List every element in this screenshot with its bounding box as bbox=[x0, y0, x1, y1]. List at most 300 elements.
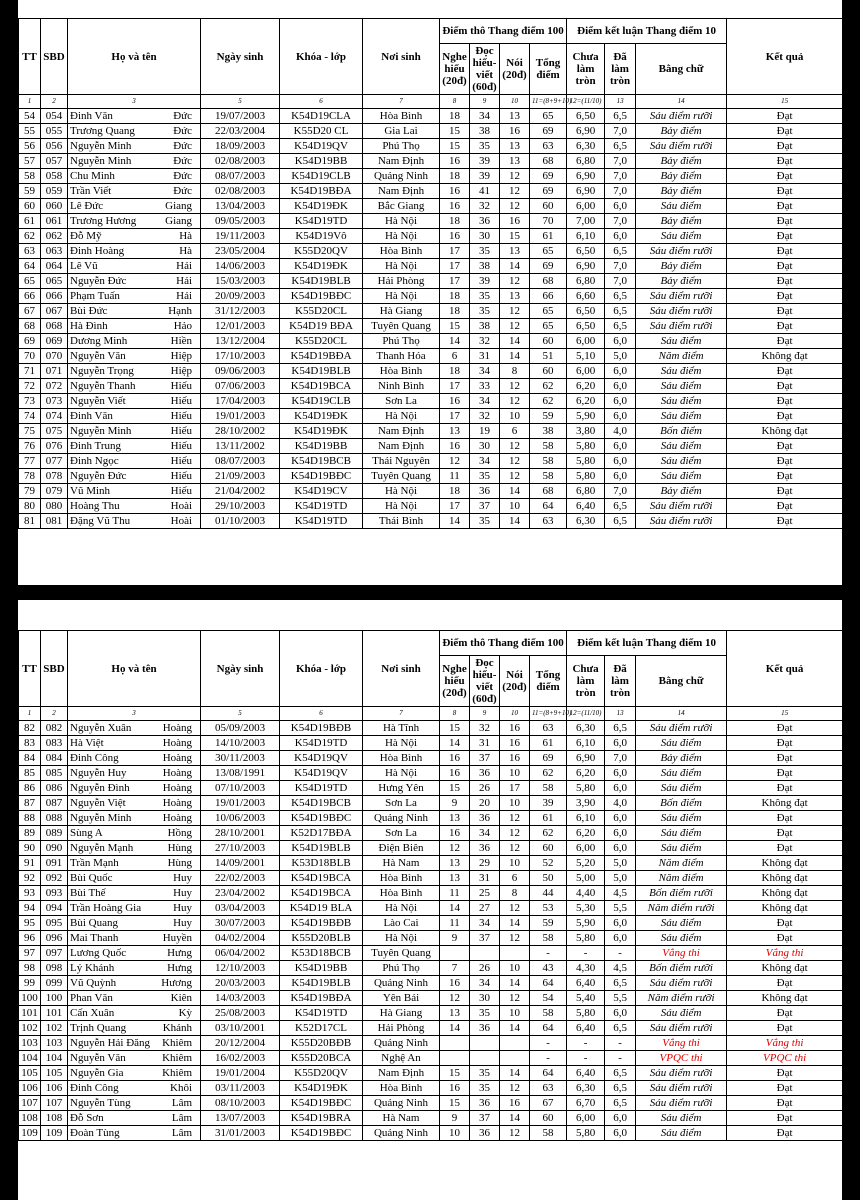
cell-dob: 01/10/2003 bbox=[201, 514, 280, 529]
cell-res: Không đạt bbox=[727, 961, 843, 976]
cell-tt: 79 bbox=[19, 484, 41, 499]
colnum: 14 bbox=[636, 707, 727, 721]
cell-given-name: Hải bbox=[176, 260, 193, 272]
cell-listening: 18 bbox=[440, 109, 470, 124]
cell-family-name: Nguyễn Văn bbox=[70, 1052, 126, 1064]
cell-total: 43 bbox=[530, 961, 567, 976]
cell-sbd: 063 bbox=[41, 244, 68, 259]
cell-rounded: 6,0 bbox=[605, 766, 636, 781]
cell-sbd: 108 bbox=[41, 1111, 68, 1126]
cell-dob: 28/10/2001 bbox=[201, 826, 280, 841]
cell-birthplace: Hà Nội bbox=[363, 736, 440, 751]
cell-fullname bbox=[68, 1006, 201, 1021]
cell-unrounded: 4,30 bbox=[567, 961, 605, 976]
cell-family-name: Hoàng Thu bbox=[70, 500, 120, 512]
cell-rounded: 5,5 bbox=[605, 991, 636, 1006]
table-header bbox=[19, 631, 843, 721]
cell-tt: 93 bbox=[19, 886, 41, 901]
cell-birthplace: Yên Bái bbox=[363, 991, 440, 1006]
cell-res: Vắng thi bbox=[727, 1036, 843, 1051]
cell-birthplace: Quảng Ninh bbox=[363, 811, 440, 826]
cell-rounded: 6,0 bbox=[605, 916, 636, 931]
col-group-conclusion: Điểm kết luận Thang điểm 10 bbox=[567, 631, 727, 656]
cell-dob: 20/03/2003 bbox=[201, 976, 280, 991]
colnum: 9 bbox=[470, 707, 500, 721]
cell-res: Đạt bbox=[727, 721, 843, 736]
cell-speaking: 6 bbox=[500, 871, 530, 886]
cell-reading bbox=[470, 946, 500, 961]
cell-class: K54D19BCA bbox=[280, 379, 363, 394]
cell-res: Đạt bbox=[727, 1111, 843, 1126]
table-row bbox=[19, 439, 843, 454]
cell-unrounded: 5,10 bbox=[567, 349, 605, 364]
cell-birthplace: Sơn La bbox=[363, 394, 440, 409]
cell-fullname bbox=[68, 1111, 201, 1126]
cell-res: Đạt bbox=[727, 244, 843, 259]
cell-total: 62 bbox=[530, 394, 567, 409]
col-total: Tổng điểm bbox=[530, 44, 567, 95]
cell-tt: 72 bbox=[19, 379, 41, 394]
cell-reading: 32 bbox=[470, 721, 500, 736]
cell-res: Đạt bbox=[727, 499, 843, 514]
cell-reading: 36 bbox=[470, 1126, 500, 1141]
cell-given-name: Hoài bbox=[170, 515, 193, 527]
cell-class: K54D19BĐC bbox=[280, 811, 363, 826]
cell-rounded: 6,0 bbox=[605, 379, 636, 394]
cell-family-name: Nguyễn Đình bbox=[70, 782, 130, 794]
cell-fullname bbox=[68, 1036, 201, 1051]
cell-speaking: 13 bbox=[500, 289, 530, 304]
cell-family-name: Lê Vũ bbox=[70, 260, 98, 272]
cell-total: 58 bbox=[530, 1126, 567, 1141]
table-row bbox=[19, 751, 843, 766]
cell-birthplace: Điện Biên bbox=[363, 841, 440, 856]
cell-unrounded: 5,90 bbox=[567, 916, 605, 931]
cell-total: 68 bbox=[530, 154, 567, 169]
cell-dob: 10/06/2003 bbox=[201, 811, 280, 826]
cell-family-name: Hà Đình bbox=[70, 320, 108, 332]
cell-sbd: 091 bbox=[41, 856, 68, 871]
cell-family-name: Đinh Văn bbox=[70, 110, 113, 122]
cell-words: Sáu điểm bbox=[636, 439, 727, 454]
cell-dob: 13/07/2003 bbox=[201, 1111, 280, 1126]
cell-dob: 14/06/2003 bbox=[201, 259, 280, 274]
cell-speaking: 13 bbox=[500, 244, 530, 259]
cell-listening: 13 bbox=[440, 856, 470, 871]
cell-class: K54D19QV bbox=[280, 751, 363, 766]
col-unrounded: Chưa làm tròn bbox=[567, 44, 605, 95]
cell-unrounded: 5,80 bbox=[567, 1126, 605, 1141]
cell-fullname bbox=[68, 169, 201, 184]
cell-unrounded: 6,00 bbox=[567, 841, 605, 856]
cell-birthplace: Hòa Bình bbox=[363, 886, 440, 901]
cell-speaking bbox=[500, 1036, 530, 1051]
col-dob: Ngày sinh bbox=[201, 19, 280, 95]
cell-words: Sáu điểm bbox=[636, 736, 727, 751]
cell-fullname bbox=[68, 139, 201, 154]
cell-total: 50 bbox=[530, 871, 567, 886]
cell-sbd: 106 bbox=[41, 1081, 68, 1096]
cell-given-name: Đức bbox=[173, 140, 193, 152]
cell-dob: 08/10/2003 bbox=[201, 1096, 280, 1111]
colnum: 5 bbox=[201, 95, 280, 109]
cell-sbd: 107 bbox=[41, 1096, 68, 1111]
table-body bbox=[19, 721, 843, 1141]
cell-reading: 30 bbox=[470, 229, 500, 244]
cell-total: 60 bbox=[530, 1111, 567, 1126]
cell-class: K54D19BCB bbox=[280, 454, 363, 469]
cell-tt: 57 bbox=[19, 154, 41, 169]
cell-rounded: 4,5 bbox=[605, 961, 636, 976]
cell-listening: 13 bbox=[440, 424, 470, 439]
cell-res: Đạt bbox=[727, 514, 843, 529]
cell-rounded: 7,0 bbox=[605, 259, 636, 274]
cell-given-name: Huyền bbox=[162, 932, 193, 944]
colnum: 2 bbox=[41, 707, 68, 721]
cell-fullname bbox=[68, 379, 201, 394]
grade-table-1 bbox=[18, 18, 843, 529]
cell-dob: 13/11/2002 bbox=[201, 439, 280, 454]
cell-family-name: Nguyễn Minh bbox=[70, 425, 132, 437]
cell-birthplace: Hà Nội bbox=[363, 484, 440, 499]
cell-res: Không đạt bbox=[727, 991, 843, 1006]
cell-words: Sáu điểm rưỡi bbox=[636, 304, 727, 319]
colnum: 10 bbox=[500, 95, 530, 109]
cell-family-name: Đỗ Mỹ bbox=[70, 230, 102, 242]
cell-words: Năm điểm bbox=[636, 871, 727, 886]
cell-class: K54D19BCB bbox=[280, 796, 363, 811]
cell-rounded: 4,0 bbox=[605, 424, 636, 439]
table-row bbox=[19, 931, 843, 946]
cell-total: 63 bbox=[530, 1081, 567, 1096]
cell-sbd: 094 bbox=[41, 901, 68, 916]
cell-fullname bbox=[68, 856, 201, 871]
cell-family-name: Trương Hương bbox=[70, 215, 137, 227]
cell-dob: 03/04/2003 bbox=[201, 901, 280, 916]
cell-res: Đạt bbox=[727, 274, 843, 289]
cell-rounded: 6,5 bbox=[605, 1096, 636, 1111]
cell-fullname bbox=[68, 274, 201, 289]
cell-words: Sáu điểm rưỡi bbox=[636, 139, 727, 154]
cell-family-name: Nguyễn Gia bbox=[70, 1067, 124, 1079]
cell-rounded: 6,5 bbox=[605, 319, 636, 334]
cell-dob: 30/07/2003 bbox=[201, 916, 280, 931]
cell-family-name: Bùi Quang bbox=[70, 917, 118, 929]
cell-given-name: Hoàng bbox=[162, 782, 193, 794]
cell-listening: 18 bbox=[440, 364, 470, 379]
cell-res: Không đạt bbox=[727, 796, 843, 811]
cell-birthplace: Hà Nội bbox=[363, 259, 440, 274]
cell-res: Đạt bbox=[727, 229, 843, 244]
table-row bbox=[19, 139, 843, 154]
cell-fullname bbox=[68, 871, 201, 886]
cell-given-name: Hiếu bbox=[170, 485, 193, 497]
cell-sbd: 077 bbox=[41, 454, 68, 469]
cell-listening: 12 bbox=[440, 841, 470, 856]
cell-birthplace: Quảng Ninh bbox=[363, 1036, 440, 1051]
cell-words: Sáu điểm bbox=[636, 229, 727, 244]
col-dob: Ngày sinh bbox=[201, 631, 280, 707]
table-row bbox=[19, 841, 843, 856]
cell-speaking: 10 bbox=[500, 766, 530, 781]
cell-words: Bốn điểm bbox=[636, 424, 727, 439]
colnum: 11=(8+9+10) bbox=[530, 95, 567, 109]
cell-sbd: 070 bbox=[41, 349, 68, 364]
cell-fullname bbox=[68, 514, 201, 529]
cell-rounded: 6,0 bbox=[605, 931, 636, 946]
cell-class: K55D20 CL bbox=[280, 124, 363, 139]
cell-words: Bốn điểm rưỡi bbox=[636, 961, 727, 976]
cell-tt: 109 bbox=[19, 1126, 41, 1141]
cell-class: K54D19CV bbox=[280, 484, 363, 499]
cell-class: K55D20BĐB bbox=[280, 1036, 363, 1051]
colnum: 5 bbox=[201, 707, 280, 721]
cell-birthplace: Hà Giang bbox=[363, 1006, 440, 1021]
cell-dob: 04/02/2004 bbox=[201, 931, 280, 946]
cell-fullname bbox=[68, 499, 201, 514]
table-row bbox=[19, 454, 843, 469]
cell-words: Sáu điểm bbox=[636, 841, 727, 856]
colnum: 3 bbox=[68, 707, 201, 721]
cell-sbd: 059 bbox=[41, 184, 68, 199]
cell-rounded: 7,0 bbox=[605, 184, 636, 199]
cell-sbd: 061 bbox=[41, 214, 68, 229]
cell-res: Đạt bbox=[727, 259, 843, 274]
cell-given-name: Đức bbox=[173, 185, 193, 197]
cell-speaking: 12 bbox=[500, 931, 530, 946]
cell-words: Sáu điểm rưỡi bbox=[636, 289, 727, 304]
cell-fullname bbox=[68, 736, 201, 751]
cell-class: K55D20CL bbox=[280, 304, 363, 319]
cell-class: K54D19BCA bbox=[280, 871, 363, 886]
cell-birthplace: Hưng Yên bbox=[363, 781, 440, 796]
cell-family-name: Đặng Vũ Thu bbox=[70, 515, 131, 527]
cell-listening: 14 bbox=[440, 334, 470, 349]
cell-speaking: 12 bbox=[500, 469, 530, 484]
cell-listening: 16 bbox=[440, 229, 470, 244]
table-row bbox=[19, 409, 843, 424]
cell-unrounded: 5,90 bbox=[567, 409, 605, 424]
cell-words: Vắng thi bbox=[636, 1036, 727, 1051]
table-header bbox=[19, 19, 843, 109]
cell-rounded: 6,5 bbox=[605, 499, 636, 514]
cell-sbd: 072 bbox=[41, 379, 68, 394]
table-row bbox=[19, 781, 843, 796]
cell-family-name: Nguyễn Minh bbox=[70, 140, 132, 152]
cell-total: 65 bbox=[530, 109, 567, 124]
cell-total: 60 bbox=[530, 364, 567, 379]
cell-speaking: 16 bbox=[500, 721, 530, 736]
cell-class: K54D19Vô bbox=[280, 229, 363, 244]
cell-fullname bbox=[68, 946, 201, 961]
table-row bbox=[19, 886, 843, 901]
cell-reading: 36 bbox=[470, 1021, 500, 1036]
cell-words: Sáu điểm rưỡi bbox=[636, 244, 727, 259]
cell-reading: 33 bbox=[470, 379, 500, 394]
table-row bbox=[19, 394, 843, 409]
cell-birthplace: Hà Tĩnh bbox=[363, 721, 440, 736]
cell-total: 58 bbox=[530, 931, 567, 946]
cell-sbd: 103 bbox=[41, 1036, 68, 1051]
col-class: Khóa - lớp bbox=[280, 19, 363, 95]
cell-speaking: 14 bbox=[500, 976, 530, 991]
col-reading: Đọc hiểu- viết (60đ) bbox=[470, 44, 500, 95]
cell-reading: 36 bbox=[470, 214, 500, 229]
cell-reading: 35 bbox=[470, 139, 500, 154]
cell-unrounded: 6,90 bbox=[567, 751, 605, 766]
cell-family-name: Nguyễn Hải Đăng bbox=[70, 1037, 151, 1049]
cell-birthplace: Bắc Giang bbox=[363, 199, 440, 214]
cell-fullname bbox=[68, 394, 201, 409]
cell-fullname bbox=[68, 1096, 201, 1111]
cell-class: K54D19TD bbox=[280, 499, 363, 514]
cell-fullname bbox=[68, 976, 201, 991]
cell-family-name: Nguyễn Viết bbox=[70, 395, 126, 407]
cell-tt: 106 bbox=[19, 1081, 41, 1096]
cell-words: Sáu điểm bbox=[636, 469, 727, 484]
cell-total: 60 bbox=[530, 334, 567, 349]
cell-given-name: Hùng bbox=[167, 842, 193, 854]
cell-class: K54D19ĐK bbox=[280, 424, 363, 439]
colnum: 14 bbox=[636, 95, 727, 109]
cell-reading: 37 bbox=[470, 499, 500, 514]
table-row bbox=[19, 169, 843, 184]
table-row bbox=[19, 826, 843, 841]
cell-birthplace: Quảng Ninh bbox=[363, 976, 440, 991]
table-row bbox=[19, 124, 843, 139]
cell-res: Đạt bbox=[727, 1021, 843, 1036]
cell-reading: 39 bbox=[470, 274, 500, 289]
cell-tt: 64 bbox=[19, 259, 41, 274]
cell-total: - bbox=[530, 1036, 567, 1051]
col-group-conclusion: Điểm kết luận Thang điểm 10 bbox=[567, 19, 727, 44]
colnum: 8 bbox=[440, 707, 470, 721]
cell-given-name: Lâm bbox=[171, 1127, 193, 1139]
cell-class: K55D20BLB bbox=[280, 931, 363, 946]
cell-birthplace: Hòa Bình bbox=[363, 244, 440, 259]
cell-tt: 54 bbox=[19, 109, 41, 124]
cell-birthplace: Lào Cai bbox=[363, 916, 440, 931]
cell-unrounded: 6,20 bbox=[567, 766, 605, 781]
cell-dob: 14/03/2003 bbox=[201, 991, 280, 1006]
cell-speaking: 16 bbox=[500, 751, 530, 766]
cell-tt: 70 bbox=[19, 349, 41, 364]
cell-dob: 12/01/2003 bbox=[201, 319, 280, 334]
cell-family-name: Đinh Ngọc bbox=[70, 455, 119, 467]
cell-total: 38 bbox=[530, 424, 567, 439]
cell-speaking: 17 bbox=[500, 781, 530, 796]
cell-sbd: 093 bbox=[41, 886, 68, 901]
cell-fullname bbox=[68, 154, 201, 169]
table-row bbox=[19, 1126, 843, 1141]
cell-birthplace: Hà Giang bbox=[363, 304, 440, 319]
cell-family-name: Nguyễn Văn bbox=[70, 350, 126, 362]
cell-words: Bảy điểm bbox=[636, 124, 727, 139]
cell-reading: 35 bbox=[470, 1006, 500, 1021]
cell-res: Đạt bbox=[727, 1006, 843, 1021]
cell-rounded: 6,0 bbox=[605, 229, 636, 244]
cell-reading: 37 bbox=[470, 1111, 500, 1126]
cell-rounded: 6,5 bbox=[605, 976, 636, 991]
cell-unrounded: 6,40 bbox=[567, 1021, 605, 1036]
cell-listening: 16 bbox=[440, 826, 470, 841]
cell-fullname bbox=[68, 229, 201, 244]
cell-total: 58 bbox=[530, 469, 567, 484]
cell-dob: 21/04/2002 bbox=[201, 484, 280, 499]
cell-birthplace: Hà Nội bbox=[363, 499, 440, 514]
colnum: 2 bbox=[41, 95, 68, 109]
cell-words: Bảy điểm bbox=[636, 154, 727, 169]
cell-family-name: Nguyễn Mạnh bbox=[70, 842, 134, 854]
cell-words: Năm điểm rưỡi bbox=[636, 901, 727, 916]
cell-rounded: 6,5 bbox=[605, 1066, 636, 1081]
table-row bbox=[19, 1006, 843, 1021]
cell-listening: 15 bbox=[440, 721, 470, 736]
cell-sbd: 085 bbox=[41, 766, 68, 781]
cell-dob: 19/01/2003 bbox=[201, 796, 280, 811]
table-row bbox=[19, 109, 843, 124]
cell-fullname bbox=[68, 199, 201, 214]
cell-res: Đạt bbox=[727, 826, 843, 841]
cell-unrounded: 6,60 bbox=[567, 289, 605, 304]
col-result: Kết quả bbox=[727, 19, 843, 95]
cell-unrounded: 5,80 bbox=[567, 469, 605, 484]
cell-sbd: 082 bbox=[41, 721, 68, 736]
page-1 bbox=[18, 0, 842, 585]
cell-reading: 30 bbox=[470, 991, 500, 1006]
cell-unrounded: 5,00 bbox=[567, 871, 605, 886]
cell-reading: 36 bbox=[470, 1096, 500, 1111]
cell-reading: 38 bbox=[470, 124, 500, 139]
cell-unrounded: 6,80 bbox=[567, 484, 605, 499]
cell-listening: 18 bbox=[440, 169, 470, 184]
cell-given-name: Hoài bbox=[170, 500, 193, 512]
cell-words: Sáu điểm rưỡi bbox=[636, 499, 727, 514]
cell-sbd: 086 bbox=[41, 781, 68, 796]
cell-birthplace: Ninh Bình bbox=[363, 379, 440, 394]
cell-words: Sáu điểm rưỡi bbox=[636, 976, 727, 991]
cell-dob: 08/07/2003 bbox=[201, 169, 280, 184]
cell-speaking: 12 bbox=[500, 379, 530, 394]
cell-words: Sáu điểm rưỡi bbox=[636, 109, 727, 124]
cell-reading: 36 bbox=[470, 811, 500, 826]
table-row bbox=[19, 424, 843, 439]
table-row bbox=[19, 766, 843, 781]
table-row bbox=[19, 334, 843, 349]
cell-class: K54D19CLB bbox=[280, 394, 363, 409]
cell-fullname bbox=[68, 781, 201, 796]
cell-class: K54D19 BLA bbox=[280, 901, 363, 916]
cell-birthplace: Thái Bình bbox=[363, 514, 440, 529]
cell-family-name: Đinh Văn bbox=[70, 410, 113, 422]
cell-given-name: Khiêm bbox=[162, 1052, 193, 1064]
cell-listening: 15 bbox=[440, 139, 470, 154]
cell-speaking: 14 bbox=[500, 514, 530, 529]
cell-dob: 19/01/2003 bbox=[201, 409, 280, 424]
col-tt: TT bbox=[19, 19, 41, 95]
cell-dob: 03/10/2001 bbox=[201, 1021, 280, 1036]
cell-birthplace: Phú Thọ bbox=[363, 961, 440, 976]
cell-given-name: Giang bbox=[165, 200, 193, 212]
cell-unrounded: 6,20 bbox=[567, 826, 605, 841]
col-listening: Nghe hiểu (20đ) bbox=[440, 44, 470, 95]
cell-rounded: 6,0 bbox=[605, 841, 636, 856]
cell-unrounded: 5,80 bbox=[567, 439, 605, 454]
colnum: 3 bbox=[68, 95, 201, 109]
cell-rounded: 4,0 bbox=[605, 796, 636, 811]
cell-unrounded: - bbox=[567, 946, 605, 961]
cell-res: Đạt bbox=[727, 1126, 843, 1141]
